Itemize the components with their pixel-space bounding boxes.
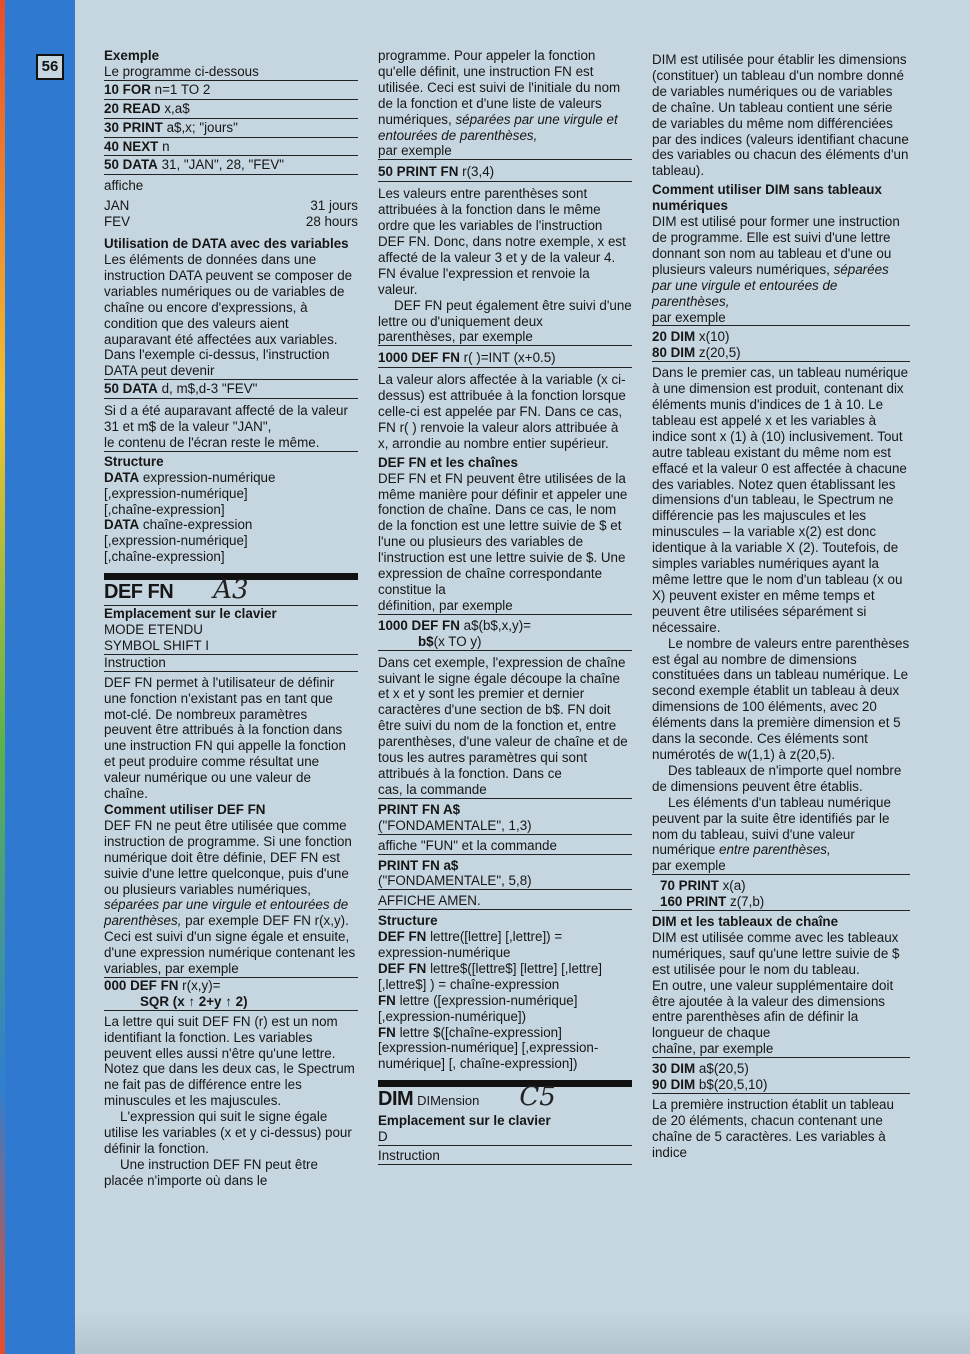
comment-heading: Comment utiliser DIM sans tableaux numériques xyxy=(652,182,882,214)
code-block-2: 70 PRINT x(a) 160 PRINT z(7,b) xyxy=(652,878,910,911)
empl-line: SYMBOL SHIFT I xyxy=(104,638,358,655)
lettre-text: La lettre qui suit DEF FN (r) est un nom identifiant la fonction. Les variables peuvent elles aussi n'être qu'une lettre. Notez que dans les deux cas, le Spectrum ne fait pas de différence entre les minuscules et les majuscules. xyxy=(104,1013,355,1109)
empl-heading: Emplacement sur le clavier xyxy=(104,605,358,622)
code-block-3: 30 DIM a$(20,5) 90 DIM b$(20,5,10) xyxy=(652,1061,910,1094)
affiche-fun: affiche "FUN" et la commande xyxy=(378,838,632,855)
instruction-label: Instruction xyxy=(104,655,358,672)
dim-section-header xyxy=(378,1080,632,1113)
code-block-1: 20 DIM x(10) 80 DIM z(20,5) xyxy=(652,329,910,362)
les-text: Les éléments d'un tableau numérique peuvent par la suite être identifiés par le nom du tableau, suivi d'une valeur numérique entre parenthèses, xyxy=(652,794,891,858)
cont-text: programme. Pour appeler la fonction qu'elle définit, une instruction FN est utilisée. Ceci est suivi de l'initiale du nom de la fonction et d'une liste de valeurs numériques, séparées par une virgule et entourées de parenthèses, xyxy=(378,48,621,143)
instruction-label: Instruction xyxy=(378,1148,632,1165)
empl-line: D xyxy=(378,1129,632,1146)
chaines-text: DEF FN et FN peuvent être utilisées de la même manière pour définir et appeler une fonction de chaîne. Dans ce cas, le nom de la fonction est une lettre suivie de $ et l'une ou plusieurs des variables de l'instruction est une lettre suivie de $. Une expression de chaîne correspondante constitue la xyxy=(378,470,628,597)
exemple-intro: Le programme ci-dessous xyxy=(104,64,358,81)
column-3 xyxy=(652,52,910,1161)
util-heading: Utilisation de DATA avec des variables xyxy=(104,236,349,252)
code-block-3: 1000 DEF FN a$(b$,x,y)= b$(x TO y) xyxy=(378,618,632,651)
code-line: 30 PRINT a$,x; "jours" xyxy=(104,119,358,138)
danscet-text: Dans cet exemple, l'expression de chaîne suivant le signe égale découpe la chaîne et x et y sont les premier et dernier caractères d'une section de b$. FN doit être suivi du nom de la fonction et, entre parenthèses, d'une valeur de chaîne et de tous les autres paramètres qui sont attribués à la fonction. Dans ce xyxy=(378,654,628,781)
deffn-title: DEF FN xyxy=(104,581,174,604)
les-last: par exemple xyxy=(652,858,910,875)
chaines-last: définition, par exemple xyxy=(378,598,632,615)
nombre-text: Le nombre de valeurs entre parenthèses est égal au nombre de dimensions constituées dans un tableau numérique. Le second exemple établit un tableau à deux dimensions de 100 éléments, avec 20 éléments dans la première dimension et 5 dans la seconde. Ces éléments sont numérotés de w(1,1) à z(20,5). xyxy=(652,635,910,762)
deffn-text: DEF FN permet à l'utilisateur de définir une fonction n'existant pas en tant que mot-clé. De nombreux paramètres peuvent être attribués à la fonction dans une instruction FN qui appelle la fonction et peut produire comme résultat une valeur numérique ou une valeur de chaîne. xyxy=(104,674,346,802)
code-line: 1000 DEF FN r( )=INT (x+0.5) xyxy=(378,349,632,368)
code-line: 20 READ x,a$ xyxy=(104,100,358,119)
une-text: Une instruction DEF FN peut être placée n'importe où dans le xyxy=(104,1156,318,1188)
empl-heading: Emplacement sur le clavier xyxy=(378,1113,551,1129)
comment-last: par exemple xyxy=(652,310,910,327)
handwritten-note: A3 xyxy=(213,575,249,606)
premier-text: Dans le premier cas, un tableau numérique à une dimension est produit, contenant dix éléments munis d'indices de 1 à 10. Le tableau est appelé x et les variables à indice sont x (1) à (10) inclusivement. Tout autre tableau existant du même nom est effacé et la valeur 0 est affectée à chacune des variables. Notez quen établissant les dimensions d'un tableau, le Spectrum ne différencie pas les majuscules et les minuscules – la variable x(2) est donc identique à la variable X (2). Toutefois, de simples variables numériques ayant la même lettre que le nom d'un tableau (x ou X) peuvent exister en même temps et peuvent être utilisées séparément si nécessaire. xyxy=(652,365,909,635)
code-line: 10 FOR n=1 TO 2 xyxy=(104,81,358,100)
dim-title: DIM xyxy=(378,1088,414,1111)
valeurs-text: Les valeurs entre parenthèses sont attribuées à la fonction dans le même ordre que les variables de l'instruction DEF FN. Donc, dans notre exemple, x est affecté de la valeur 3 et y de la valeur 4. FN évalue l'expression et renvoie la valeur. xyxy=(378,186,626,297)
code-block-3: 000 DEF FN r(x,y)= SQR (x ↑ 2+y ↑ 2) xyxy=(104,978,358,1011)
outre-text: En outre, une valeur supplémentaire doit être ajoutée à la valeur des dimensions entre parenthèses afin de définir la longueur de chaque xyxy=(652,977,894,1041)
si-last: le contenu de l'écran reste le même. xyxy=(104,435,358,452)
intro-text: DIM est utilisée pour établir les dimensions (constituer) un tableau d'un nombre donné de variables numériques ou de variables de chaîne. Un tableau contient une série de variables du même nom différenciées par des indices (valeurs identifiant chacune des variables ou chacun des éléments d'un tableau). xyxy=(652,52,909,179)
code-line: 50 DATA 31, "JAN", 28, "FEV" xyxy=(104,156,358,175)
deffn-peut-text: DEF FN peut également être suivi d'une lettre ou d'uniquement deux xyxy=(378,297,632,329)
left-margin-band xyxy=(5,0,75,1354)
outre-last: chaîne, par exemple xyxy=(652,1041,910,1058)
structure-heading: Structure xyxy=(378,913,438,929)
code-block-5: PRINT FN a$ ("FONDAMENTALE", 5,8) xyxy=(378,858,632,891)
page-bottom-shadow xyxy=(75,1312,970,1354)
premiere-text: La première instruction établit un tableau de 20 éléments, chacun contenant une chaîne de 5 caractères. Les variables à indice xyxy=(652,1097,894,1160)
chaine-heading: DIM et les tableaux de chaîne xyxy=(652,914,839,930)
comment-text: DIM est utilisé pour former une instruction de programme. Elle est suivi d'une lettre donnant son nom au tableau et d'une ou plusieurs valeurs numériques, séparées par une virgule et entourées de parenthèses, xyxy=(652,214,900,309)
output-row: JAN 31 jours xyxy=(104,198,358,214)
danscet-last: cas, la commande xyxy=(378,782,632,799)
comment-heading: Comment utiliser DEF FN xyxy=(104,801,266,817)
structure-lines: DEF FN lettre([lettre] [,lettre]) = expression-numérique DEF FN lettre$([lettre$] [lettre] [,lettre] [,lettre$] ) = chaîne-expression FN lettre ([expression-numérique] [,expression-numérique]) FN lettre $([chaîne-expression] [expression-numérique] [,expression-numérique] [, chaîne-expression]) xyxy=(378,929,602,1072)
code-line: 50 PRINT FN r(3,4) xyxy=(378,163,632,182)
handwritten-note: C5 xyxy=(519,1082,556,1113)
structure-heading: Structure xyxy=(104,453,164,469)
util-text: Les éléments de données dans une instruction DATA peuvent se composer de variables numériques ou de variables de chaîne ou encore d'expressions, à condition que des valeurs aient auparavant été affectées aux variables. Dans l'exemple ci-dessus, l'instruction xyxy=(104,251,353,363)
affiche-label: affiche xyxy=(104,178,144,194)
exemple-heading: Exemple xyxy=(104,48,160,63)
deffn-section-header xyxy=(104,573,358,606)
util-last: DATA peut devenir xyxy=(104,363,358,380)
program-listing-1 xyxy=(104,81,358,176)
deffn-peut-last: parenthèses, par exemple xyxy=(378,329,632,346)
cont-last: par exemple xyxy=(378,143,632,160)
comment-text: DEF FN ne peut être utilisée que comme instruction de programme. Si une fonction numérique doit être définie, DEF FN est suivie d'une lettre quelconque, puis d'une ou plusieurs variables numériques, séparées par une virgule et entourées de parenthèses, par exemple DEF FN r(x,y). Ceci est suivi d'un signe égale et ensuite, d'une expression numérique contenant les xyxy=(104,817,356,961)
affiche-amen: AFFICHE AMEN. xyxy=(378,893,632,910)
chaines-heading: DEF FN et les chaînes xyxy=(378,454,518,470)
column-2 xyxy=(378,48,632,1165)
code-block-4: PRINT FN A$ ("FONDAMENTALE", 1,3) xyxy=(378,802,632,835)
chaine-text: DIM est utilisée comme avec les tableaux numériques, sauf qu'une lettre suivie de $ est utilisée pour le nom du tableau. xyxy=(652,929,900,977)
column-1 xyxy=(104,48,358,1189)
empl-line: MODE ETENDU xyxy=(104,622,203,637)
structure-lines: DATA expression-numérique [,expression-numérique] [,chaîne-expression] DATA chaîne-expression [,expression-numérique] [,chaîne-expression] xyxy=(104,469,276,565)
comment-last: variables, par exemple xyxy=(104,961,358,978)
valeur-text: La valeur alors affectée à la variable (x ci-dessus) est attribuée à la fonction lorsque celle-ci est appelée par FN. Dans ce cas, FN r( ) renvoie la valeur alors attribuée à x, arrondie au nombre entier supérieur. xyxy=(378,372,626,451)
dim-subtitle: DIMension xyxy=(417,1093,480,1109)
expr-text: L'expression qui suit le signe égale utilise les variables (x et y ci-dessus) pour définir la fonction. xyxy=(104,1109,352,1156)
si-text: Si d a été auparavant affecté de la valeur 31 et m$ de la valeur "JAN", xyxy=(104,403,348,435)
des-text: Des tableaux de n'importe quel nombre de dimensions peuvent être établis. xyxy=(652,762,902,794)
page-number: 56 xyxy=(36,54,64,80)
output-row: FEV 28 hours xyxy=(104,214,358,230)
code-line: 50 DATA d, m$,d-3 "FEV" xyxy=(104,380,358,399)
code-line: 40 NEXT n xyxy=(104,138,358,157)
